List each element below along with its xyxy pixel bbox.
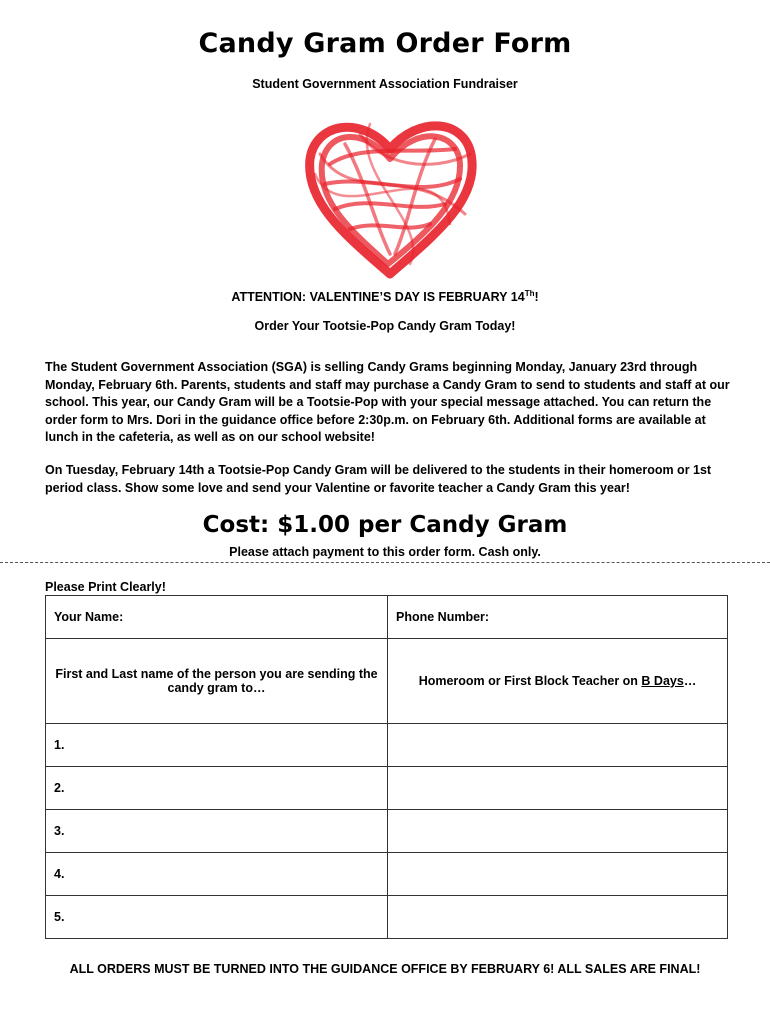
cut-line-divider — [0, 562, 770, 563]
recipient-name-cell[interactable] — [46, 767, 388, 810]
scribbled-heart-icon — [290, 104, 490, 284]
teacher-cell[interactable] — [388, 767, 728, 810]
phone-number-field[interactable] — [388, 596, 728, 639]
row-number: 4. — [54, 867, 65, 881]
teacher-cell[interactable] — [388, 810, 728, 853]
payment-note: Please attach payment to this order form. Cash only. — [229, 545, 541, 559]
recipient-name-header: First and Last name of the person you are sending the candy gram to… — [46, 639, 388, 724]
teacher-cell[interactable] — [388, 724, 728, 767]
teacher-cell[interactable] — [388, 853, 728, 896]
subtitle: Student Government Association Fundraiser — [252, 77, 518, 91]
teacher-header: Homeroom or First Block Teacher on B Days… — [388, 639, 728, 724]
page-title: Candy Gram Order Form — [198, 28, 572, 59]
order-today-line: Order Your Tootsie-Pop Candy Gram Today! — [254, 319, 516, 333]
row-number: 5. — [54, 910, 65, 924]
row-number: 2. — [54, 781, 65, 795]
recipient-name-cell[interactable] — [46, 853, 388, 896]
recipient-name-cell[interactable] — [46, 896, 388, 939]
your-name-label: Your Name: — [54, 610, 124, 624]
attention-line: ATTENTION: VALENTINE’S DAY IS FEBRUARY 14Th! — [231, 289, 539, 305]
recipient-name-cell[interactable] — [46, 810, 388, 853]
teacher-cell[interactable] — [388, 896, 728, 939]
your-name-field[interactable] — [46, 596, 388, 639]
footer-notice: ALL ORDERS MUST BE TURNED INTO THE GUIDANCE OFFICE BY FEBRUARY 6! ALL SALES ARE FINAL! — [69, 962, 701, 976]
row-number: 1. — [54, 738, 65, 752]
intro-paragraph: The Student Government Association (SGA) is selling Candy Grams beginning Monday, January 23rd through Monday, February 6th. Parents, students and staff may purchase a Candy Gram to send to students and staff at our school. This year, our Candy Gram will be a Tootsie-Pop with your special message attached. You can return the order form to Mrs. Dori in the guidance office before 2:30p.m. on February 6th. Additional forms are available at lunch in the cafeteria, as well as on our school website! — [45, 360, 730, 444]
cost-heading: Cost: $1.00 per Candy Gram — [202, 512, 568, 538]
print-clearly-label: Please Print Clearly! — [45, 580, 166, 594]
delivery-paragraph: On Tuesday, February 14th a Tootsie-Pop Candy Gram will be delivered to the students in their homeroom or 1st period class. Show some love and send your Valentine or favorite teacher a Candy Gram this year! — [45, 463, 712, 495]
row-number: 3. — [54, 824, 65, 838]
recipient-name-cell[interactable] — [46, 724, 388, 767]
order-form-table — [45, 595, 728, 939]
phone-number-label: Phone Number: — [396, 610, 490, 624]
